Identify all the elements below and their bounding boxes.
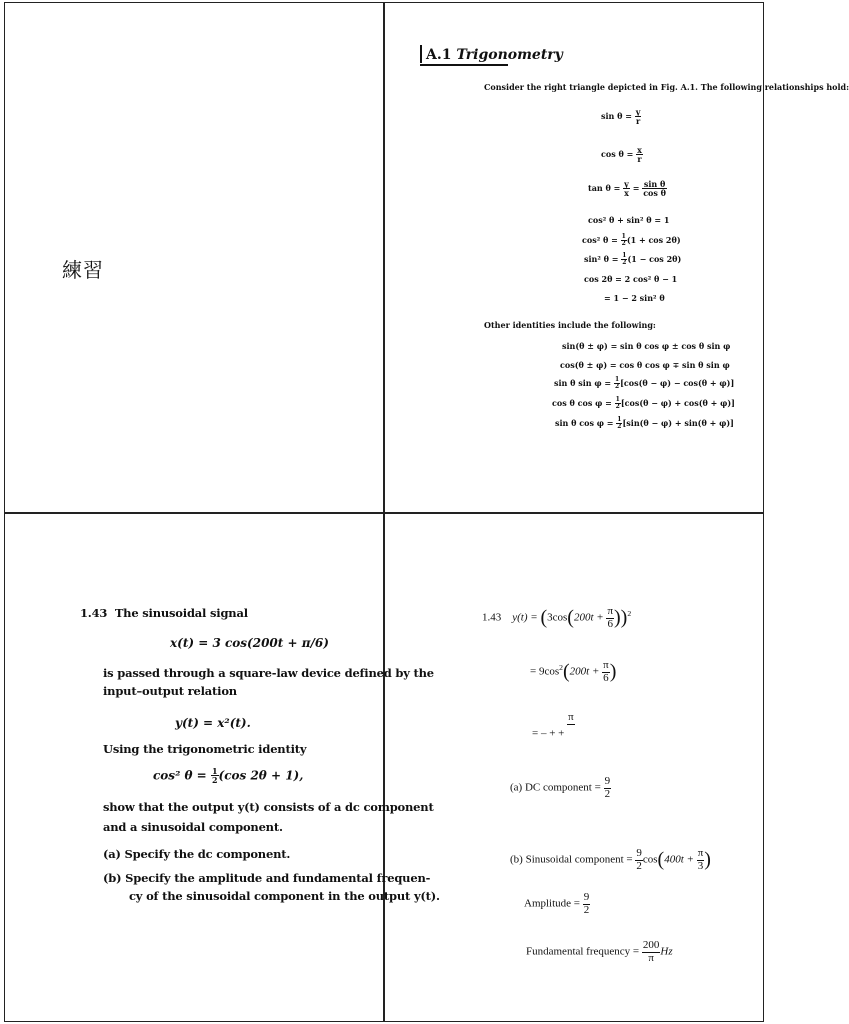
- sol-lhs: y(t) =: [512, 611, 538, 624]
- eq-lhs: cos² θ =: [582, 234, 618, 245]
- frac-den: 2: [583, 903, 590, 916]
- eq-other2: cos(θ ± φ) = cos θ cos φ ∓ sin θ sin φ: [560, 360, 730, 370]
- eq-tan: [588, 180, 667, 198]
- eq-identity3: [584, 253, 681, 267]
- frac-num: π: [697, 847, 704, 859]
- frac-num: 9: [604, 775, 611, 787]
- frac-den: π: [648, 951, 654, 964]
- sol-sin-label: (b) Sinusoidal component =: [510, 853, 633, 866]
- frac-sin: [635, 108, 642, 126]
- frac-num: 1: [615, 396, 620, 403]
- sol-cos: cos: [642, 853, 658, 866]
- problem-number: 1.43: [80, 606, 108, 620]
- eq-lhs: sin θ cos φ =: [555, 417, 614, 428]
- frac-num: π: [568, 711, 574, 723]
- frac-den: 2: [614, 383, 620, 391]
- frac-den: 2: [621, 240, 626, 248]
- sol-arg: 400t +: [664, 853, 694, 866]
- problem-line1: The sinusoidal signal: [114, 606, 248, 620]
- sol-cos: 3cos: [547, 611, 568, 624]
- trig-other-intro: Other identities include the following:: [484, 320, 656, 330]
- solution-line3: [532, 712, 575, 740]
- trig-intro: Consider the right triangle depicted in Fig. A.1. The following relationships hold:: [484, 82, 849, 92]
- sol-arg: 200t +: [573, 611, 604, 624]
- frac-num: π: [607, 605, 613, 617]
- heading-number: A.1: [426, 47, 452, 63]
- frac-tan1: [623, 180, 630, 198]
- sol-freq-unit: Hz: [660, 945, 673, 958]
- solution-number: 1.43: [482, 611, 502, 624]
- problem-eq2: y(t) = x²(t).: [175, 716, 251, 730]
- frac-num: 1: [211, 766, 218, 776]
- sol-amp-label: Amplitude =: [524, 897, 581, 910]
- eq-cos-lhs: cos θ =: [601, 148, 634, 159]
- problem-eq1: x(t) = 3 cos(200t + π/6): [170, 636, 329, 650]
- heading-title: Trigonometry: [456, 47, 563, 63]
- sol-freq-label: Fundamental frequency =: [526, 945, 640, 958]
- sol-incomplete: = – + +: [532, 727, 565, 740]
- solution-line2: [530, 660, 616, 684]
- frac-den: 3: [697, 859, 704, 872]
- eq-rhs: (1 + cos 2θ): [626, 234, 681, 245]
- frac-9-2: [604, 776, 612, 800]
- frac-num: 1: [614, 376, 620, 383]
- eq-rhs: [cos(θ − φ) + cos(θ + φ)]: [620, 397, 735, 408]
- eq-sin: [601, 108, 641, 126]
- paren-open: (: [562, 660, 570, 683]
- paren-open: (: [567, 606, 574, 629]
- eq-lhs: cos θ cos φ =: [552, 397, 612, 408]
- eq-lhs: sin² θ =: [584, 253, 619, 264]
- frac-pi: [567, 712, 575, 736]
- frac-num: π: [603, 659, 609, 671]
- sol-arg: 200t +: [569, 665, 600, 678]
- eq-identity1: cos² θ + sin² θ = 1: [588, 215, 670, 225]
- frac-den: [567, 725, 575, 737]
- frac-num: 9: [636, 847, 642, 859]
- sol-eq: = 9cos: [530, 665, 560, 678]
- frac-den: r: [637, 154, 642, 165]
- eq-rhs: [cos(θ − φ) − cos(θ + φ)]: [620, 377, 735, 388]
- horizontal-divider: [4, 512, 764, 514]
- frac-num: 1: [622, 252, 627, 259]
- paren-close: ): [620, 606, 628, 629]
- frac-num: y: [624, 179, 629, 189]
- paren-close: ): [609, 660, 617, 683]
- paren-open: (: [657, 848, 665, 871]
- problem-part-b2: cy of the sinusoidal component in the output y(t).: [129, 889, 440, 903]
- solution-sinusoid: [510, 848, 711, 872]
- frac-den: 2: [622, 259, 627, 267]
- paren-open: (: [540, 606, 548, 629]
- frac-tan2: [642, 180, 667, 198]
- eq-other1: sin(θ ± φ) = sin θ cos φ ± cos θ sin φ: [562, 341, 731, 351]
- frac-9-2: [583, 892, 591, 916]
- frac-den: 2: [211, 775, 218, 786]
- frac-den: 2: [615, 403, 620, 411]
- sol-dc-label: (a) DC component =: [510, 781, 601, 794]
- solution-frequency: [526, 940, 673, 964]
- heading-underline: [420, 64, 508, 66]
- frac-den: r: [635, 116, 641, 127]
- eq-rhs: [sin(θ − φ) + sin(θ + φ)]: [622, 417, 734, 428]
- trig-heading: [420, 45, 563, 63]
- frac-num: sin θ: [643, 179, 666, 189]
- frac-num: 200: [642, 939, 660, 951]
- problem-line3: input–output relation: [103, 684, 237, 698]
- frac-half: [211, 767, 219, 785]
- problem-header: [80, 606, 248, 620]
- sol-power: 2: [559, 662, 563, 672]
- eq-rhs: (cos 2θ + 1),: [218, 768, 304, 783]
- frac-num: x: [637, 145, 642, 155]
- solution-amplitude: [524, 892, 590, 916]
- paren-close: ): [614, 606, 621, 629]
- problem-eq3: [153, 767, 303, 785]
- eq-rhs: (1 − cos 2θ): [627, 253, 682, 264]
- solution-dc: [510, 776, 611, 800]
- paren-close: ): [704, 848, 711, 871]
- eq-tan-equals: =: [632, 182, 640, 193]
- frac-num: 9: [583, 891, 590, 903]
- eq-identity2: [582, 234, 681, 248]
- frac-pi-6: [606, 606, 614, 630]
- problem-part-a: (a) Specify the dc component.: [103, 847, 291, 861]
- eq-tan-lhs: tan θ =: [588, 182, 621, 193]
- frac-den: 2: [604, 787, 611, 800]
- heading-bar: [420, 45, 422, 63]
- problem-line6: and a sinusoidal component.: [103, 820, 283, 834]
- frac-num: 1: [617, 416, 622, 423]
- frac-200-pi: [642, 940, 661, 964]
- eq-sin-lhs: sin θ =: [601, 110, 632, 121]
- frac-pi-6: [602, 660, 610, 684]
- frac-num: 1: [621, 233, 626, 240]
- frac-cos: [636, 146, 643, 164]
- solution-line1: [482, 606, 631, 630]
- problem-part-b1: (b) Specify the amplitude and fundamental frequen-: [103, 871, 431, 885]
- frac-den: 6: [607, 617, 613, 630]
- sol-power: 2: [627, 608, 632, 618]
- frac-den: cos θ: [643, 188, 667, 199]
- eq-other3: [554, 377, 734, 391]
- frac-den: 2: [617, 423, 622, 431]
- eq-identity4: cos 2θ = 2 cos² θ − 1: [584, 274, 678, 284]
- eq-lhs: sin θ sin φ =: [554, 377, 612, 388]
- frac-den: x: [624, 188, 629, 199]
- problem-line2: is passed through a square-law device defined by the: [103, 666, 434, 680]
- problem-line5: show that the output y(t) consists of a dc component: [103, 800, 434, 814]
- problem-line4: Using the trigonometric identity: [103, 742, 307, 756]
- frac-den: 6: [603, 671, 609, 684]
- eq-identity5: = 1 − 2 sin² θ: [604, 293, 665, 303]
- frac-den: 2: [636, 859, 642, 872]
- eq-cos: [601, 146, 643, 164]
- eq-other4: [552, 397, 735, 411]
- practice-label: 練習: [62, 258, 104, 282]
- eq-lhs: cos² θ =: [153, 768, 207, 783]
- eq-other5: [555, 417, 734, 431]
- frac-9-2: [635, 848, 643, 872]
- frac-num: y: [635, 107, 641, 117]
